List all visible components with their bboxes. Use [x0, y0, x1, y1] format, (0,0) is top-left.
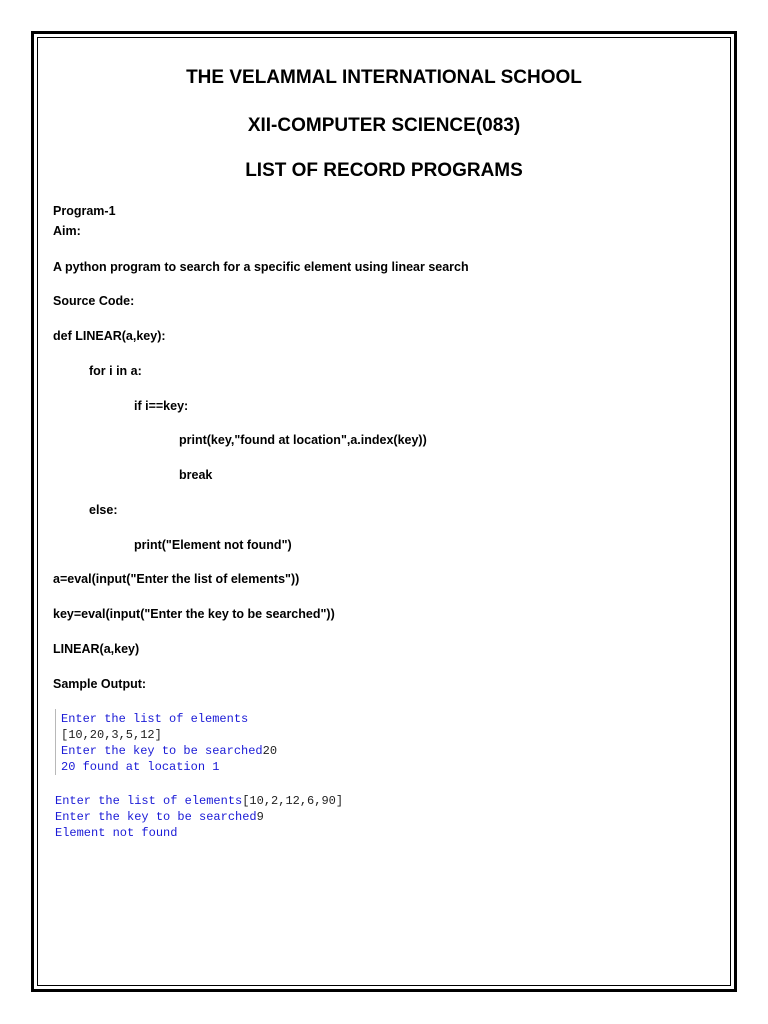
- document-title: LIST OF RECORD PROGRAMS: [245, 160, 523, 181]
- output2-prompt-list: Enter the list of elements: [55, 794, 243, 808]
- output1-key-line: [61, 744, 277, 758]
- code-line: else:: [89, 503, 118, 517]
- output1-list-value: [10,20,3,5,12]: [61, 728, 162, 742]
- output2-result: Element not found: [55, 826, 178, 840]
- code-line: break: [179, 468, 213, 482]
- code-line: print(key,"found at location",a.index(key)): [179, 433, 427, 447]
- school-name: THE VELAMMAL INTERNATIONAL SCHOOL: [186, 67, 582, 88]
- code-line: for i in a:: [89, 364, 142, 378]
- code-line: a=eval(input("Enter the list of elements")): [53, 572, 300, 586]
- output2-key-value: 9: [256, 810, 264, 824]
- code-line: def LINEAR(a,key):: [53, 329, 166, 343]
- aim-label: Aim:: [53, 224, 81, 238]
- course-title: XII-COMPUTER SCIENCE(083): [247, 115, 521, 136]
- output2-list-line: [55, 794, 343, 808]
- output2-key-line: [55, 810, 264, 824]
- sample-output-label: Sample Output:: [53, 677, 147, 691]
- code-line: print("Element not found"): [134, 538, 292, 552]
- output2-list-value: [10,2,12,6,90]: [242, 794, 344, 808]
- source-code-label: Source Code:: [53, 294, 135, 308]
- code-line: if i==key:: [134, 399, 189, 413]
- program-number: Program-1: [53, 204, 116, 218]
- output1-result: 20 found at location 1: [61, 760, 220, 774]
- aim-text: A python program to search for a specific element using linear search: [53, 260, 469, 274]
- output2-prompt-key: Enter the key to be searched: [55, 810, 257, 824]
- output1-key-value: 20: [262, 744, 278, 758]
- code-line: key=eval(input("Enter the key to be searched")): [53, 607, 335, 621]
- code-line: LINEAR(a,key): [53, 642, 140, 656]
- output1-prompt-key: Enter the key to be searched: [61, 744, 263, 758]
- output1-prompt-list: Enter the list of elements: [61, 712, 249, 726]
